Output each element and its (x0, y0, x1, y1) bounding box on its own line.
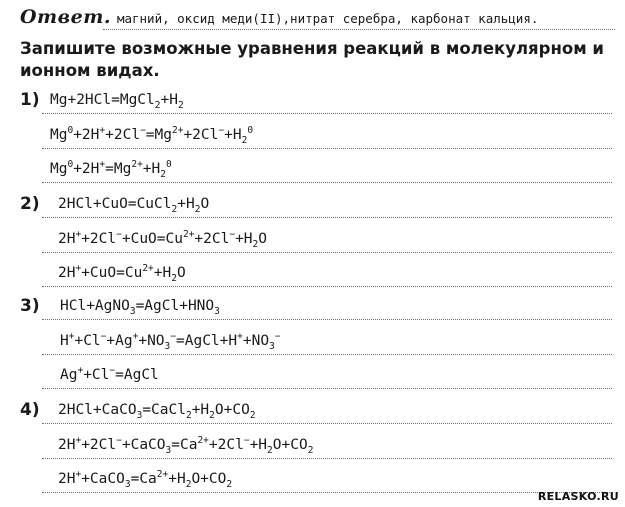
subscript: 2 (307, 444, 314, 456)
formula-text: +2H (73, 127, 100, 143)
formula-text: +CuO=Cu (81, 265, 143, 281)
superscript: − (116, 229, 122, 241)
formula-text: +H (142, 161, 161, 177)
subscript: 2 (267, 444, 273, 456)
writing-rule (42, 319, 612, 320)
formula-text: =AgCl (115, 367, 159, 383)
formula-text: 2H (58, 231, 76, 247)
answer-underline (103, 29, 615, 30)
writing-rule (42, 148, 612, 149)
reaction-number: 4) (20, 400, 40, 420)
formula-text: H (60, 333, 69, 349)
formula-text: +2Cl (81, 437, 117, 453)
subscript: 3 (129, 305, 136, 317)
formula-text: +Ag (106, 333, 133, 349)
subscript: 3 (124, 478, 131, 490)
writing-rule (42, 388, 612, 389)
equation-line (58, 402, 256, 421)
formula-text: +H (168, 471, 186, 487)
reaction-number: 3) (20, 296, 40, 316)
equation-line (58, 469, 233, 490)
subscript: 2 (185, 478, 192, 490)
writing-rule (42, 252, 612, 253)
superscript: 0 (67, 125, 74, 137)
formula-text: O (258, 231, 268, 247)
formula-text: Mg (50, 127, 68, 143)
writing-rule (42, 182, 612, 183)
equation-line (58, 435, 314, 456)
subscript: 3 (165, 444, 172, 456)
superscript: − (274, 331, 281, 343)
subscript: 3 (164, 340, 171, 352)
superscript: 2+ (182, 229, 195, 241)
superscript: + (237, 331, 243, 343)
subscript: 2 (249, 409, 256, 421)
superscript: − (116, 435, 122, 447)
superscript: + (99, 125, 106, 137)
formula-text: +H (249, 437, 268, 453)
writing-rule (42, 113, 612, 114)
answer-text: магний, оксид меди(II),нитрат серебра, карбонат кальция. (116, 11, 539, 26)
formula-text: +H (191, 402, 210, 418)
equation-line (60, 331, 281, 352)
formula-text: O (176, 265, 186, 281)
writing-rule (42, 286, 612, 287)
formula-text: Mg (50, 161, 68, 177)
formula-text: +H (153, 265, 172, 281)
superscript: + (99, 159, 106, 171)
formula-text: =Ca (171, 437, 198, 453)
superscript: 2+ (131, 159, 143, 171)
writing-rule (42, 458, 612, 459)
watermark: RELASKO.RU (537, 490, 619, 503)
equation-line (50, 159, 172, 180)
subscript: 2 (160, 168, 166, 180)
subscript: 3 (269, 340, 275, 352)
formula-text: HCl+AgNO (60, 298, 130, 314)
formula-text: +CaCO (121, 437, 166, 453)
reaction-number: 2) (20, 194, 40, 214)
formula-text: +CuO=Cu (121, 231, 183, 247)
subscript: 2 (171, 203, 178, 215)
superscript: − (100, 331, 107, 343)
formula-text: +Cl (83, 367, 110, 383)
formula-text: 2HCl+CuO=CuCl (58, 196, 172, 212)
superscript: + (77, 365, 84, 377)
equation-line (60, 367, 159, 383)
superscript: − (243, 435, 250, 447)
formula-text: 2H (58, 437, 76, 453)
superscript: + (75, 435, 82, 447)
subscript: 2 (209, 409, 215, 421)
subscript: 2 (226, 478, 233, 490)
superscript: − (218, 125, 225, 137)
formula-text: Mg+2HCl=MgCl (50, 92, 155, 108)
writing-rule (42, 492, 612, 493)
formula-text: +NO (138, 333, 165, 349)
formula-text: +NO (242, 333, 270, 349)
subscript: 2 (185, 409, 192, 421)
formula-text: +2Cl (194, 231, 230, 247)
writing-rule (42, 423, 612, 424)
formula-text: =Mg (145, 127, 172, 143)
answer-label: Ответ. (20, 6, 111, 28)
formula-text: +H (235, 231, 253, 247)
formula-text: +2Cl (183, 127, 219, 143)
equation-line (50, 92, 184, 111)
formula-text: O+CO (191, 471, 227, 487)
formula-text: O (200, 196, 210, 212)
formula-text: =AgCl+H (176, 333, 238, 349)
writing-rule (42, 217, 612, 218)
superscript: 0 (67, 159, 74, 171)
formula-text: =CaCl (142, 402, 186, 418)
reaction-number: 1) (20, 90, 40, 110)
superscript: + (75, 469, 82, 481)
formula-text: +H (177, 196, 195, 212)
formula-text: O+CO (214, 402, 250, 418)
equation-line (60, 298, 220, 317)
formula-text: +2Cl (105, 127, 141, 143)
superscript: + (75, 229, 82, 241)
writing-rule (42, 354, 612, 355)
formula-text: 2H (58, 265, 76, 281)
superscript: 2+ (156, 469, 169, 481)
formula-text: 2HCl+CaCO (58, 402, 137, 418)
formula-text: +H (160, 92, 178, 108)
superscript: − (140, 125, 146, 137)
formula-text: +2Cl (81, 231, 117, 247)
superscript: 0 (247, 125, 254, 137)
superscript: + (68, 331, 75, 343)
superscript: − (109, 365, 116, 377)
superscript: − (229, 229, 236, 241)
equation-line (58, 229, 268, 250)
superscript: 2+ (172, 125, 184, 137)
formula-text: 2H (58, 471, 76, 487)
subscript: 2 (194, 203, 201, 215)
superscript: − (170, 331, 177, 343)
formula-text: =Ca (130, 471, 157, 487)
formula-text: =Mg (105, 161, 132, 177)
subscript: 2 (154, 99, 161, 111)
formula-text: +Cl (74, 333, 101, 349)
answer-line (20, 6, 618, 30)
equation-line (58, 196, 210, 215)
formula-text: O+CO (272, 437, 308, 453)
subscript: 2 (177, 99, 184, 111)
formula-text: +H (224, 127, 242, 143)
superscript: 2+ (142, 263, 154, 275)
superscript: 2+ (197, 435, 209, 447)
subscript: 3 (214, 305, 220, 317)
formula-text: Ag (60, 367, 78, 383)
subscript: 3 (136, 409, 143, 421)
subscript: 2 (252, 238, 259, 250)
equation-line (50, 125, 254, 146)
formula-text: +2Cl (208, 437, 244, 453)
subscript: 2 (241, 134, 248, 146)
superscript: + (132, 331, 139, 343)
formula-text: +2H (73, 161, 100, 177)
formula-text: +CaCO (81, 471, 125, 487)
task-instruction: Запишите возможные уравнения реакций в молекулярном и ионном видах. (20, 39, 604, 80)
formula-text: =AgCl+HNO (135, 298, 215, 314)
superscript: 0 (166, 159, 172, 171)
subscript: 2 (171, 272, 177, 284)
equation-line (58, 263, 186, 284)
superscript: + (75, 263, 82, 275)
